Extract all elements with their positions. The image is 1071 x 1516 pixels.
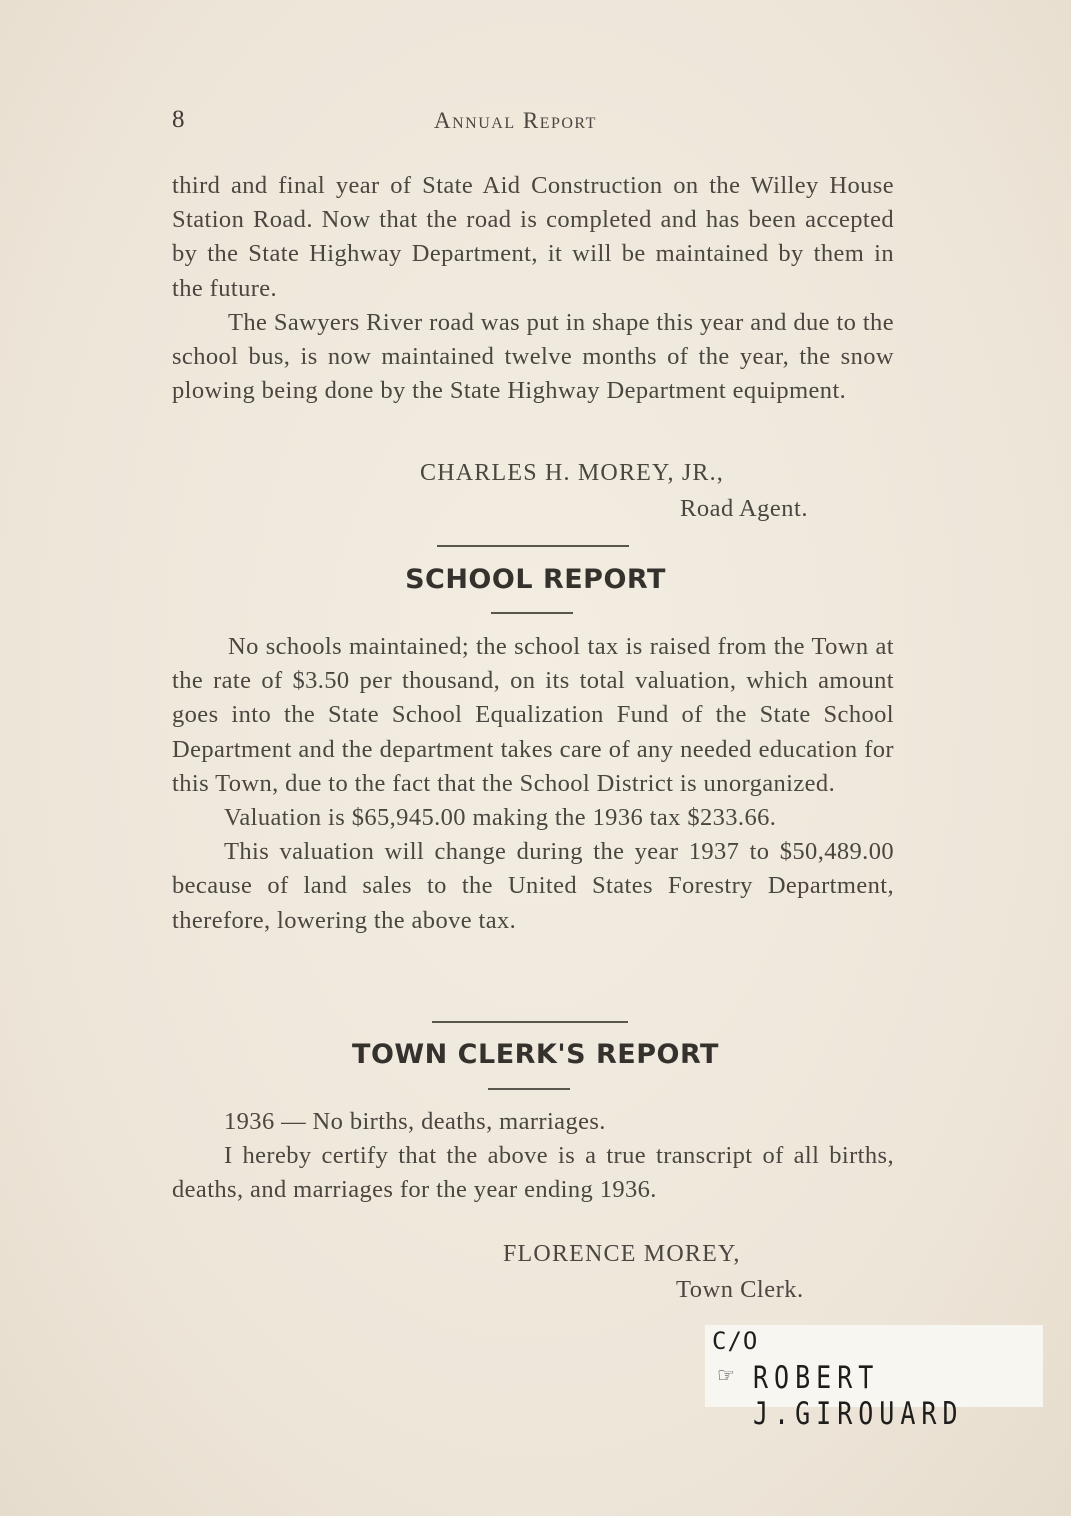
- road-report-paragraph: third and final year of State Aid Construction on the Willey House Station Road. Now that the road is completed and has been accepted by the State Highway Department, it will be maintained by them in the future.: [172, 172, 894, 302]
- town-clerk-report-text: [172, 1105, 894, 1208]
- town-clerk-paragraph: I hereby certify that the above is a true transcript of all births, deaths, and marriages for the year ending 1936.: [172, 1142, 894, 1204]
- town-clerk-report-heading: TOWN CLERK'S REPORT: [352, 1039, 719, 1070]
- school-report-heading: SCHOOL REPORT: [405, 564, 666, 595]
- heading-underline: [491, 612, 573, 614]
- road-agent-signature: CHARLES H. MOREY, JR.,: [420, 460, 725, 486]
- road-report-paragraph: The Sawyers River road was put in shape this year and due to the school bus, is now maintained twelve months of the year, the snow plowing being done by the State Highway Department equipment.: [172, 308, 894, 405]
- town-clerk-title: Town Clerk.: [676, 1276, 804, 1303]
- school-report-paragraph: No schools maintained; the school tax is raised from the Town at the rate of $3.50 per thousand, on its total valuation, which amount goes into the State School Equalization Fund of the State School Department and the department takes care of any needed education for this Town, due to the fact that the School District is unorganized.: [172, 633, 894, 797]
- section-divider: [437, 545, 629, 547]
- running-head-title: Annual Report: [434, 108, 597, 133]
- page-number: 8: [172, 106, 185, 133]
- stamp-owner-name: ROBERT J.GIROUARD: [753, 1359, 964, 1432]
- town-clerk-signature: FLORENCE MOREY,: [503, 1241, 741, 1267]
- running-head: [172, 106, 892, 136]
- road-agent-title: Road Agent.: [680, 495, 808, 522]
- pointing-hand-icon: ☞: [717, 1363, 735, 1387]
- heading-underline: [488, 1088, 570, 1090]
- section-divider: [432, 1021, 628, 1023]
- town-clerk-paragraph: 1936 — No births, deaths, marriages.: [224, 1108, 606, 1135]
- road-report-text: [172, 169, 894, 408]
- school-report-paragraph: Valuation is $65,945.00 making the 1936 tax $233.66.: [224, 804, 777, 832]
- school-report-paragraph: This valuation will change during the year 1937 to $50,489.00 because of land sales to the United States Forestry Department, therefore, lowering the above tax.: [172, 838, 894, 934]
- stamp-mark: C/O: [712, 1327, 759, 1355]
- school-report-text: [172, 630, 894, 938]
- owner-stamp: [705, 1325, 1043, 1432]
